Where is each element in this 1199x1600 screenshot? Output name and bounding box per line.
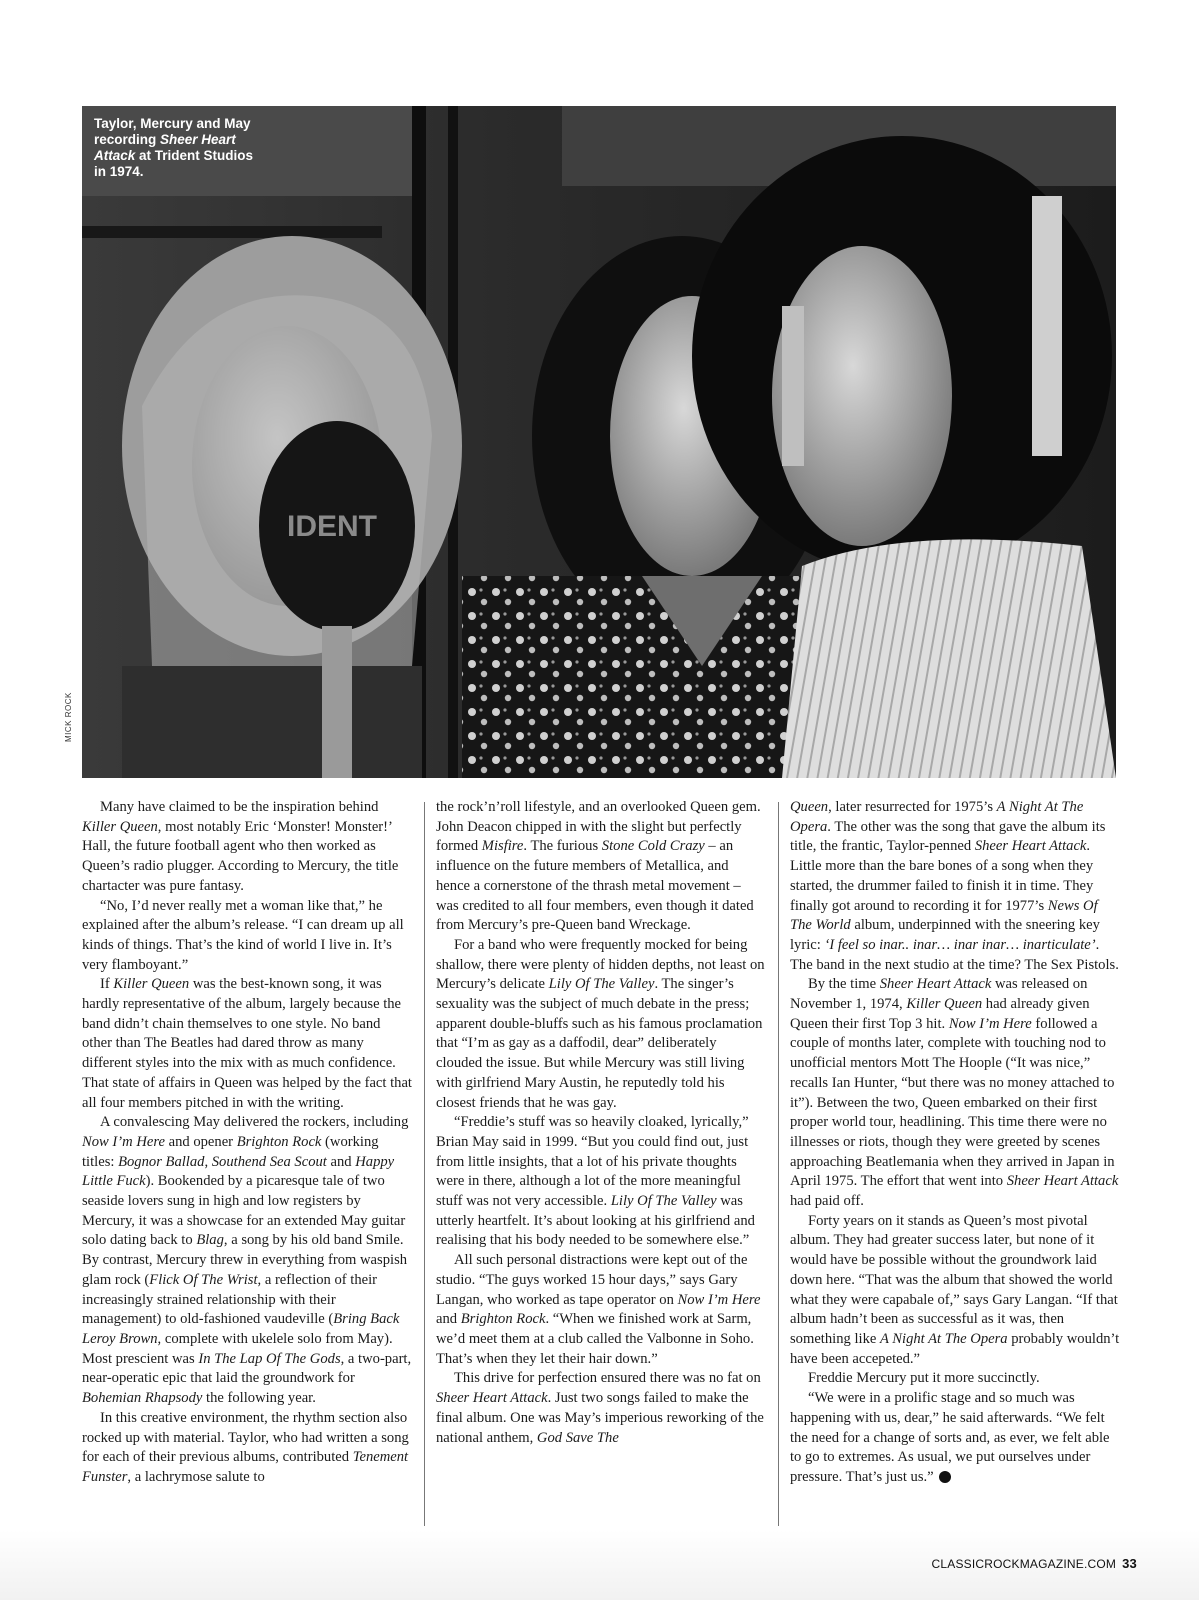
paragraph: the rock’n’roll lifestyle, and an overlooked Queen gem. John Deacon chipped in with the slight but perfectly formed Misfire. The furious Stone Cold Crazy – an influence on the future members of Metallica, and hence a cornerstone of the thrash metal movement – was credited to all four members, even though it dated from Mercury’s pre-Queen band Wreckage.: [436, 799, 761, 934]
column-divider: [778, 802, 779, 1526]
paragraph: Many have claimed to be the inspiration behind Killer Queen, most notably Eric ‘Monster! Monster!’ Hall, the future football agent who then worked as Queen’s radio plugger. According to Mercury, the title chartacter was pure fantasy.: [82, 799, 399, 894]
paragraph: Queen, later resurrected for 1975’s A Night At The Opera. The other was the song that gave the album its title, the frantic, Taylor-penned Sheer Heart Attack. Little more than the bare bones of a song when they started, the drummer failed to finish it in time. They finally got around to recording it for 1977’s News Of The World album, underpinned with the sneering key lyric: ‘I feel so inar.. inar… inar inar… inarticulate’. The band in the next studio at the time? The Sex Pistols.: [790, 799, 1119, 973]
paragraph: Freddie Mercury put it more succinctly.: [808, 1370, 1040, 1387]
article-column-3: [790, 798, 1120, 1488]
paragraph: [790, 1389, 1120, 1488]
article-column-1: [82, 798, 412, 1488]
paragraph: In this creative environment, the rhythm section also rocked up with material. Taylor, who had written a song for each of their previous albums, contributed Tenement Funster, a lachrymose salute to: [82, 1409, 409, 1485]
end-of-article-icon: ✚: [939, 1471, 951, 1483]
page-footer: [932, 1556, 1138, 1571]
paragraph: A convalescing May delivered the rockers, including Now I’m Here and opener Brighton Rock (working titles: Bognor Ballad, Southend Sea Scout and Happy Little Fuck). Bookended by a picaresque tale of two seaside lovers sung in high and low registers by Mercury, it was a showcase for an extended May guitar solo dating back to Blag, a song by his old band Smile. By contrast, Mercury threw in everything from waspish glam rock (Flick Of The Wrist, a reflection of their increasingly strained relationship with their management) to old-fashioned vaudeville (Bring Back Leroy Brown, complete with ukelele solo from May). Most prescient was In The Lap Of The Gods, a two-part, near-operatic epic that laid the groundwork for Bohemian Rhapsody the following year.: [82, 1114, 412, 1407]
photo-credit: MICK ROCK: [64, 692, 73, 742]
mic-lettering: IDENT: [287, 510, 377, 543]
paragraph: This drive for perfection ensured there was no fat on Sheer Heart Attack. Just two songs failed to make the final album. One was May’s imperious reworking of the national anthem, God Save The: [436, 1370, 764, 1446]
column-divider: [424, 802, 425, 1526]
paragraph: By the time Sheer Heart Attack was released on November 1, 1974, Killer Queen had already given Queen their first Top 3 hit. Now I’m Here followed a couple of months later, complete with touching nod to unofficial mentors Mott The Hoople (“It was nice,” recalls Ian Hunter, “but there was no money attached to it”). Between the two, Queen embarked on their first proper world tour, headlining. This time there were no illnesses or riots, though they were greeted by scenes approaching Beatlemania when they arrived in Japan in April 1975. The effort that went into Sheer Heart Attack had paid off.: [790, 976, 1119, 1210]
band-photo-illustration: [82, 106, 1116, 778]
paragraph: All such personal distractions were kept out of the studio. “The guys worked 15 hour days,” says Gary Langan, who worked as tape operator on Now I’m Here and Brighton Rock. “When we finished work at Sarm, we’d meet them at a club called the Valbonne in Soho. That’s when they let their hair down.”: [436, 1252, 761, 1367]
article-column-2: [436, 798, 766, 1448]
paragraph: For a band who were frequently mocked for being shallow, there were plenty of hidden depths, not least on Mercury’s delicate Lily Of The Valley. The singer’s sexuality was the subject of much debate in the press; apparent double-bluffs such as his famous proclamation that “I’m as gay as a daffodil, dear” deliberately clouded the issue. But while Mercury was still living with girlfriend Mary Austin, he reputedly told his closest friends that he was gay.: [436, 936, 765, 1111]
closing-text: “We were in a prolific stage and so much was happening with us, dear,” he said afterwards. “We felt the need for a change of sorts and, as ever, we felt able to go to extremes. As usual, we put ourselves under pressure. That’s just us.”: [790, 1390, 1110, 1485]
paragraph: “Freddie’s stuff was so heavily cloaked, lyrically,” Brian May said in 1999. “But you could find out, just from little insights, that a lot of his private thoughts were in there, although a lot of the more meaningful stuff was not very accessible. Lily Of The Valley was utterly heartfelt. It’s about looking at his girlfriend and realising that his body needed to be somewhere else.”: [436, 1114, 755, 1249]
page-number: 33: [1122, 1556, 1137, 1571]
paragraph: Forty years on it stands as Queen’s most pivotal album. They had greater success later, but none of it would have be possible without the groundwork laid down here. “That was the album that showed the world what they were capabale of,” says Gary Langan. “If that album hadn’t been as successful as it was, then something like A Night At The Opera probably wouldn’t have been accepeted.”: [790, 1212, 1120, 1367]
paragraph: “No, I’d never really met a woman like that,” he explained after the album’s release. “I can dream up all kinds of things. That’s the kind of world I live in. It’s very flamboyant.”: [82, 897, 404, 973]
paragraph: If Killer Queen was the best-known song, it was hardly representative of the album, largely because the band didn’t chain themselves to one style. No band other than The Beatles had dared throw as many different styles into the mix with as much confidence. That state of affairs in Queen was helped by the fact that all four members pitched in with the writing.: [82, 976, 412, 1111]
band-photo: [82, 106, 1116, 778]
photo-caption: Taylor, Mercury and May recording Sheer Heart Attack at Trident Studios in 1974.: [94, 116, 254, 179]
magazine-url: CLASSICROCKMAGAZINE.COM: [931, 1557, 1117, 1571]
